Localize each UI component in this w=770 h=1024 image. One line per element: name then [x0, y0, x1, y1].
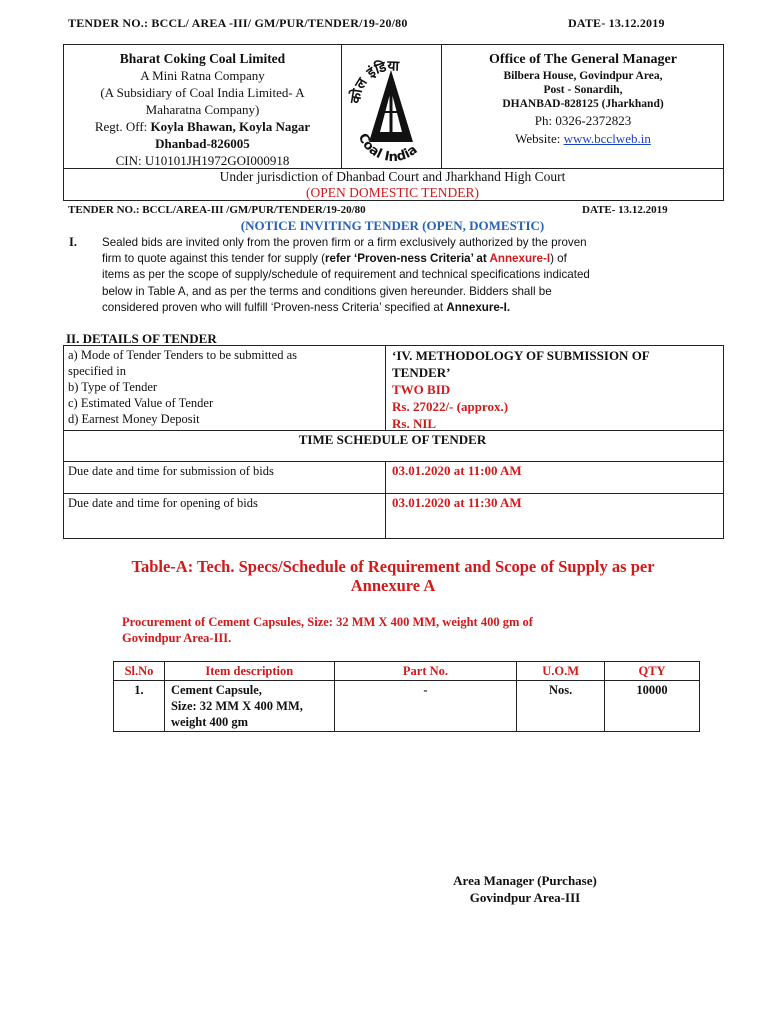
- jurisdiction-text: Under jurisdiction of Dhanbad Court and Jharkhand High Court: [219, 169, 566, 184]
- header-sl-no: Sl.No: [114, 662, 165, 681]
- signature-title: Area Manager (Purchase): [453, 873, 597, 888]
- svg-text:Coal India: Coal India: [354, 131, 421, 166]
- type-value: TWO BID: [392, 382, 451, 397]
- registered-office: Regt. Off: Koyla Bhawan, Koyla Nagar: [94, 119, 311, 134]
- header-qty: QTY: [605, 662, 700, 681]
- company-block: [64, 50, 341, 169]
- emd-value: Rs. NIL: [392, 416, 437, 431]
- header-uom: U.O.M: [517, 662, 605, 681]
- tender-number-second: TENDER NO.: BCCL/AREA-III /GM/PUR/TENDER/19-20/80: [68, 204, 366, 216]
- value-label: c) Estimated Value of Tender: [68, 396, 214, 410]
- office-website: Website: www.bcclweb.in: [515, 131, 651, 146]
- procurement-text: Procurement of Cement Capsules, Size: 32 MM X 400 MM, weight 400 gm of Govindpur Area-III.: [122, 615, 533, 645]
- cell-uom: Nos.: [517, 681, 605, 732]
- company-cin: CIN: U10101JH1972GOI000918: [115, 153, 290, 168]
- value-value: Rs. 27022/- (approx.): [392, 399, 509, 414]
- office-phone: Ph: 0326-2372823: [534, 113, 632, 128]
- office-line2: Post - Sonardih,: [543, 84, 623, 96]
- mode-label: a) Mode of Tender Tenders to be submitted as specified in b) Type of Tender c) Estimated Value of Tender d) Earnest Money Deposit: [68, 347, 380, 427]
- company-line3: Maharatna Company): [145, 102, 260, 117]
- cell-description: Cement Capsule, Size: 32 MM X 400 MM, weight 400 gm: [164, 681, 334, 732]
- office-block: [442, 50, 724, 148]
- emd-label: d) Earnest Money Deposit: [68, 412, 200, 426]
- header-item-description: Item description: [164, 662, 334, 681]
- date-header: DATE- 13.12.2019: [568, 16, 665, 30]
- time-schedule-title: TIME SCHEDULE OF TENDER: [298, 432, 487, 447]
- signature-area: Govindpur Area-III: [469, 890, 581, 905]
- nit-title: (NOTICE INVITING TENDER (OPEN, DOMESTIC): [240, 218, 545, 233]
- office-line1: Bilbera House, Govindpur Area,: [503, 70, 663, 82]
- coal-india-logo: [343, 46, 440, 166]
- table-row: [114, 681, 700, 732]
- submission-value: 03.01.2020 at 11:00 AM: [392, 463, 522, 478]
- header-part-no: Part No.: [334, 662, 517, 681]
- mode-value: ‘IV. METHODOLOGY OF SUBMISSION OF TENDER’ TWO BID Rs. 27022/- (approx.) Rs. NIL: [392, 347, 720, 432]
- section-1-number: I.: [69, 235, 77, 249]
- table-header-row: [114, 662, 700, 681]
- opening-value: 03.01.2020 at 11:30 AM: [392, 495, 522, 510]
- cell-sl: 1.: [114, 681, 165, 732]
- office-line3: DHANBAD-828125 (Jharkhand): [502, 98, 664, 110]
- requirement-table: [113, 661, 700, 732]
- details-heading: II. DETAILS OF TENDER: [66, 331, 217, 346]
- date-second: DATE- 13.12.2019: [582, 204, 668, 216]
- tender-number-header: TENDER NO.: BCCL/ AREA -III/ GM/PUR/TENDER/19-20/80: [68, 16, 408, 30]
- submission-label: Due date and time for submission of bids: [68, 464, 274, 478]
- company-name: Bharat Coking Coal Limited: [119, 51, 286, 66]
- type-label: b) Type of Tender: [68, 380, 158, 394]
- section-1-text: Sealed bids are invited only from the proven firm or a firm exclusively authorized by the proven firm to quote against this tender for supply (refer ‘Proven-ness Criteria’ at Annexure-I) of items as per the scope of supply/schedule of requirement and technical specifications indicated below in Table A, and as per the terms and conditions given hereunder. Bidders shall be considered proven who will fulfill ‘Proven-ness Criteria’ specified at Annexure-I.: [102, 236, 590, 314]
- cell-qty: 10000: [605, 681, 700, 732]
- website-link[interactable]: www.bcclweb.in: [563, 131, 651, 146]
- opening-label: Due date and time for opening of bids: [68, 496, 258, 510]
- company-line2: (A Subsidiary of Coal India Limited- A: [100, 85, 305, 100]
- company-city: Dhanbad-826005: [155, 136, 250, 151]
- svg-text:कोल इंडिया: कोल इंडिया: [347, 58, 400, 105]
- coal-india-logo-icon: [343, 46, 440, 166]
- office-title: Office of The General Manager: [489, 52, 677, 67]
- cell-part-no: -: [334, 681, 517, 732]
- signature-block: [420, 872, 630, 906]
- company-line1: A Mini Ratna Company: [140, 68, 265, 83]
- table-a-title: Table-A: Tech. Specs/Schedule of Requirement and Scope of Supply as per Annexure A: [131, 557, 655, 595]
- open-tender-label: (OPEN DOMESTIC TENDER): [306, 185, 479, 200]
